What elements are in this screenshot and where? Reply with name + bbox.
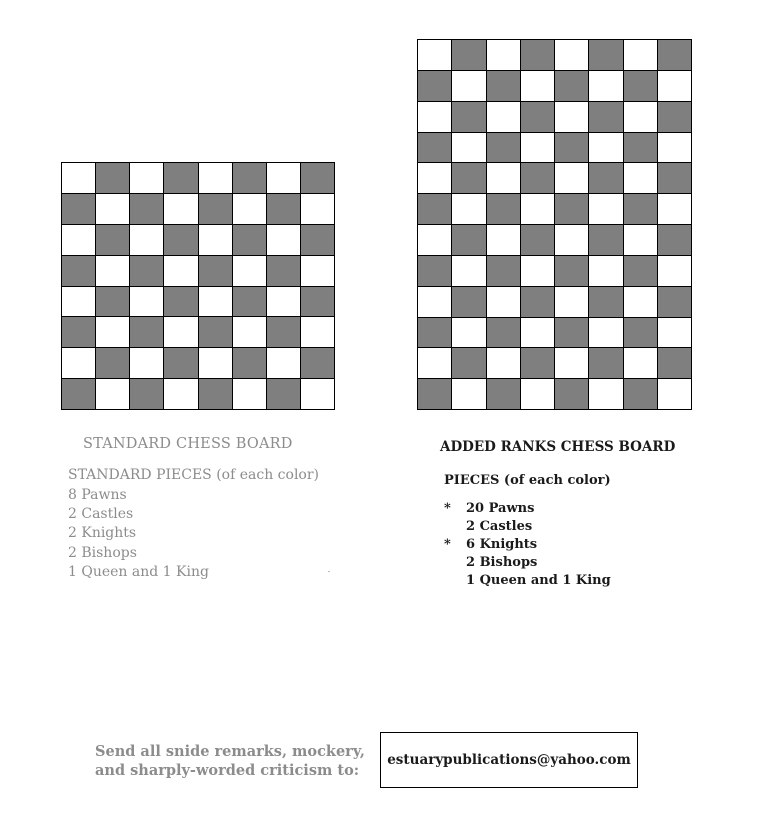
board-square xyxy=(199,379,232,409)
board-square xyxy=(418,194,451,224)
board-square xyxy=(624,133,657,163)
board-square xyxy=(267,256,300,286)
board-square xyxy=(624,71,657,101)
board-square xyxy=(301,225,334,255)
board-square xyxy=(452,71,485,101)
board-square xyxy=(487,71,520,101)
board-square xyxy=(521,194,554,224)
board-square xyxy=(452,194,485,224)
board-square xyxy=(624,40,657,70)
board-square xyxy=(589,71,622,101)
board-square xyxy=(658,40,691,70)
board-square xyxy=(624,256,657,286)
added-pieces-list xyxy=(444,500,611,590)
board-square xyxy=(487,133,520,163)
board-square xyxy=(62,163,95,193)
board-square xyxy=(96,194,129,224)
board-square xyxy=(487,40,520,70)
board-square xyxy=(301,317,334,347)
board-square xyxy=(301,194,334,224)
board-square xyxy=(164,317,197,347)
asterisk-marker: * xyxy=(444,537,451,552)
board-square xyxy=(555,163,588,193)
board-square xyxy=(130,287,163,317)
board-square xyxy=(521,379,554,409)
added-piece-label: 2 Bishops xyxy=(466,555,538,570)
board-square xyxy=(301,256,334,286)
board-square xyxy=(199,287,232,317)
board-square xyxy=(164,348,197,378)
board-square xyxy=(589,40,622,70)
board-square xyxy=(487,256,520,286)
board-square xyxy=(487,102,520,132)
board-square xyxy=(199,163,232,193)
board-square xyxy=(452,318,485,348)
board-square xyxy=(62,379,95,409)
board-square xyxy=(130,163,163,193)
board-square xyxy=(658,225,691,255)
board-square xyxy=(418,318,451,348)
board-square xyxy=(555,348,588,378)
board-square xyxy=(589,348,622,378)
added-piece-item xyxy=(444,518,611,536)
board-square xyxy=(418,287,451,317)
board-square xyxy=(233,225,266,255)
board-square xyxy=(418,133,451,163)
board-square xyxy=(164,163,197,193)
board-square xyxy=(62,348,95,378)
board-square xyxy=(199,348,232,378)
board-square xyxy=(301,379,334,409)
board-square xyxy=(555,379,588,409)
board-square xyxy=(624,287,657,317)
board-square xyxy=(452,102,485,132)
standard-piece-item: 2 Bishops xyxy=(68,544,137,561)
board-square xyxy=(418,40,451,70)
board-square xyxy=(233,287,266,317)
board-square xyxy=(164,225,197,255)
board-square xyxy=(267,163,300,193)
added-piece-label: 2 Castles xyxy=(466,519,533,534)
board-square xyxy=(199,194,232,224)
added-piece-item xyxy=(444,572,611,590)
board-square xyxy=(267,287,300,317)
board-square xyxy=(96,348,129,378)
board-square xyxy=(589,133,622,163)
board-square xyxy=(199,225,232,255)
board-square xyxy=(62,287,95,317)
board-square xyxy=(301,287,334,317)
board-square xyxy=(555,102,588,132)
board-square xyxy=(624,318,657,348)
added-piece-item xyxy=(444,554,611,572)
board-square xyxy=(267,317,300,347)
standard-piece-item: 1 Queen and 1 King xyxy=(68,563,209,580)
board-square xyxy=(555,225,588,255)
board-square xyxy=(267,379,300,409)
board-square xyxy=(233,194,266,224)
board-square xyxy=(658,194,691,224)
board-square xyxy=(62,256,95,286)
board-square xyxy=(452,40,485,70)
board-square xyxy=(267,225,300,255)
board-square xyxy=(96,225,129,255)
board-square xyxy=(555,71,588,101)
board-square xyxy=(521,133,554,163)
board-square xyxy=(452,348,485,378)
standard-piece-item: 8 Pawns xyxy=(68,487,127,503)
board-square xyxy=(130,348,163,378)
board-square xyxy=(62,225,95,255)
footer-message xyxy=(95,742,365,780)
board-square xyxy=(199,317,232,347)
board-square xyxy=(521,163,554,193)
board-square xyxy=(658,133,691,163)
board-square xyxy=(233,379,266,409)
board-square xyxy=(555,318,588,348)
board-square xyxy=(62,317,95,347)
footer-line-2: and sharply-worded criticism to: xyxy=(95,762,360,779)
board-square xyxy=(130,256,163,286)
board-square xyxy=(233,163,266,193)
board-square xyxy=(164,194,197,224)
board-square xyxy=(658,318,691,348)
added-piece-label: 20 Pawns xyxy=(466,501,535,516)
board-square xyxy=(555,133,588,163)
board-square xyxy=(233,256,266,286)
board-square xyxy=(96,256,129,286)
board-square xyxy=(301,348,334,378)
added-pieces-heading: PIECES (of each color) xyxy=(444,473,611,488)
board-square xyxy=(418,348,451,378)
board-square xyxy=(624,102,657,132)
board-square xyxy=(233,317,266,347)
board-square xyxy=(555,287,588,317)
board-square xyxy=(487,194,520,224)
board-square xyxy=(658,256,691,286)
board-square xyxy=(555,256,588,286)
added-piece-label: 6 Knights xyxy=(466,537,538,552)
board-square xyxy=(487,163,520,193)
board-square xyxy=(418,163,451,193)
board-square xyxy=(555,40,588,70)
board-square xyxy=(164,287,197,317)
board-square xyxy=(521,71,554,101)
standard-piece-item: 2 Castles xyxy=(68,506,134,523)
added-piece-item xyxy=(444,500,611,518)
board-square xyxy=(658,102,691,132)
board-square xyxy=(418,71,451,101)
board-square xyxy=(452,133,485,163)
board-square xyxy=(96,287,129,317)
added-piece-label: 1 Queen and 1 King xyxy=(466,573,611,588)
added-ranks-chess-board xyxy=(417,39,692,410)
board-square xyxy=(452,287,485,317)
board-square xyxy=(418,225,451,255)
board-square xyxy=(164,256,197,286)
board-square xyxy=(487,287,520,317)
board-square xyxy=(624,225,657,255)
board-square xyxy=(487,225,520,255)
standard-piece-item: 2 Knights xyxy=(68,525,137,542)
board-square xyxy=(452,163,485,193)
board-square xyxy=(487,318,520,348)
standard-pieces-heading: STANDARD PIECES (of each color) xyxy=(68,467,320,483)
board-square xyxy=(589,194,622,224)
board-square xyxy=(589,102,622,132)
board-square xyxy=(658,71,691,101)
board-square xyxy=(658,379,691,409)
board-square xyxy=(658,287,691,317)
added-piece-item xyxy=(444,536,611,554)
asterisk-marker: * xyxy=(444,501,451,516)
board-square xyxy=(521,318,554,348)
board-square xyxy=(62,194,95,224)
board-square xyxy=(130,225,163,255)
contact-email: estuarypublications@yahoo.com xyxy=(380,732,638,788)
board-square xyxy=(452,256,485,286)
board-square xyxy=(658,348,691,378)
board-square xyxy=(301,163,334,193)
board-square xyxy=(487,348,520,378)
board-square xyxy=(589,163,622,193)
board-square xyxy=(521,287,554,317)
board-square xyxy=(521,40,554,70)
board-square xyxy=(624,379,657,409)
board-square xyxy=(521,348,554,378)
board-square xyxy=(418,379,451,409)
board-square xyxy=(130,194,163,224)
board-square xyxy=(658,163,691,193)
board-square xyxy=(487,379,520,409)
standard-chess-board xyxy=(61,162,335,410)
standard-pieces-list xyxy=(68,486,209,582)
board-square xyxy=(96,317,129,347)
board-square xyxy=(589,379,622,409)
board-square xyxy=(452,225,485,255)
board-square xyxy=(521,102,554,132)
board-square xyxy=(267,348,300,378)
board-square xyxy=(589,318,622,348)
board-square xyxy=(267,194,300,224)
board-square xyxy=(589,287,622,317)
footer-line-1: Send all snide remarks, mockery, xyxy=(95,743,365,760)
standard-board-title: STANDARD CHESS BOARD xyxy=(83,436,293,452)
board-square xyxy=(589,225,622,255)
board-square xyxy=(521,225,554,255)
board-square xyxy=(96,379,129,409)
board-square xyxy=(96,163,129,193)
board-square xyxy=(418,102,451,132)
stray-dot xyxy=(328,571,330,572)
board-square xyxy=(130,379,163,409)
board-square xyxy=(452,379,485,409)
board-square xyxy=(521,256,554,286)
board-square xyxy=(624,163,657,193)
board-square xyxy=(164,379,197,409)
board-square xyxy=(233,348,266,378)
board-square xyxy=(130,317,163,347)
added-board-title: ADDED RANKS CHESS BOARD xyxy=(440,439,676,455)
board-square xyxy=(199,256,232,286)
board-square xyxy=(555,194,588,224)
board-square xyxy=(589,256,622,286)
board-square xyxy=(418,256,451,286)
board-square xyxy=(624,348,657,378)
board-square xyxy=(624,194,657,224)
